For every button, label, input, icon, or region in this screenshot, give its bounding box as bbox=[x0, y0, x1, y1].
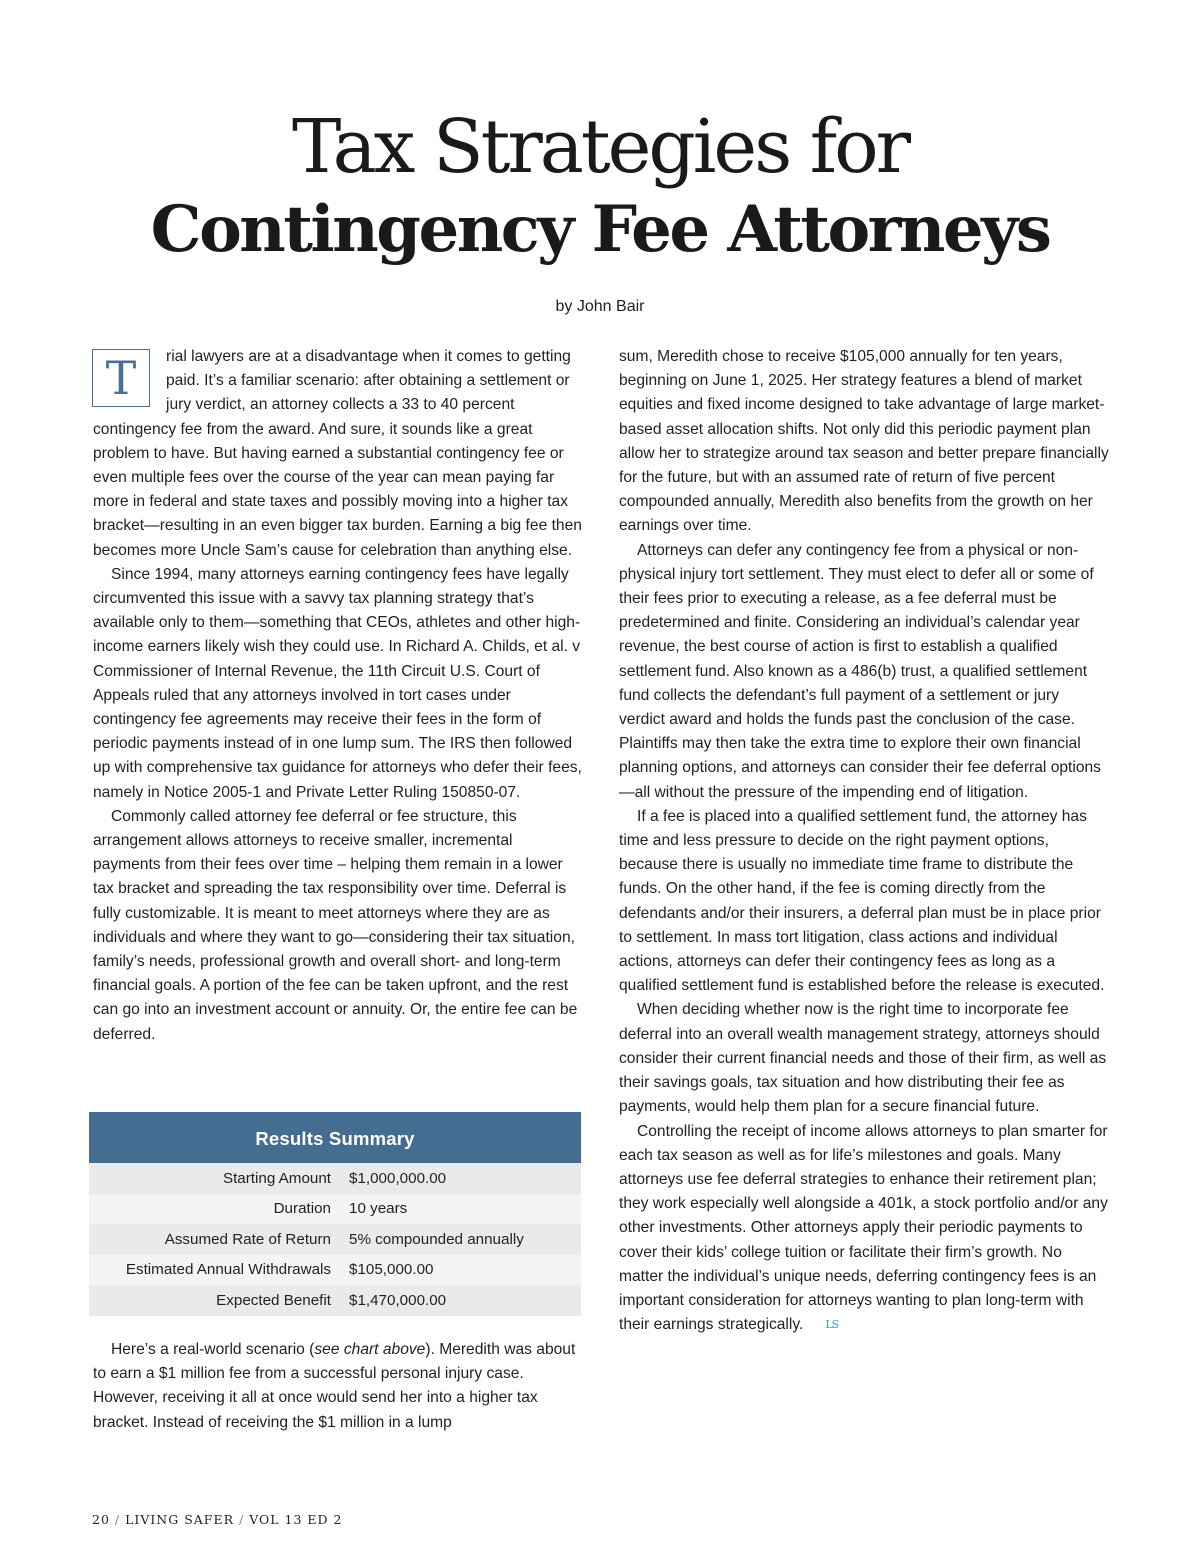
italic-reference: see chart above bbox=[314, 1341, 426, 1358]
paragraph: Attorneys can defer any contingency fee from a physical or non-physical injury tort settlement. They must elect to defer all or some of their fees prior to executing a release, as a fee deferral must be predetermined and finite. Considering an individual’s calendar year revenue, the best course of action is first to establish a qualified settlement fund. Also known as a 486(b) trust, a qualified settlement fund collects the defendant’s full payment of a settlement or jury verdict award and holds the funds past the conclusion of the case. Plaintiffs may then take the extra time to explore their own financial planning options, and attorneys can consider their fee deferral options—all without the pressure of the impending end of litigation. bbox=[619, 541, 1101, 801]
row-label: Assumed Rate of Return bbox=[164, 1230, 331, 1248]
row-value: 5% compounded annually bbox=[349, 1230, 524, 1248]
drop-cap: T bbox=[92, 349, 150, 407]
paragraph: Here’s a real-world scenario (see chart above). Meredith was about to earn a $1 million fee from a successful personal injury case. However, receiving it all at once would send her into a higher tax bracket. Instead of receiving the $1 million in a lump bbox=[93, 1341, 576, 1431]
left-column-continued bbox=[93, 1338, 583, 1435]
title-line-2: Contingency Fee Attorneys bbox=[150, 192, 1050, 267]
byline: by John Bair bbox=[555, 298, 645, 315]
row-label: Starting Amount bbox=[222, 1169, 331, 1187]
left-column bbox=[93, 345, 583, 1047]
table-row bbox=[89, 1255, 581, 1286]
footer-separator: / bbox=[238, 1512, 245, 1527]
title-line-1: Tax Strategies for bbox=[291, 104, 909, 190]
row-value: $1,000,000.00 bbox=[349, 1169, 447, 1187]
paragraph: Commonly called attorney fee deferral or fee structure, this arrangement allows attorneys to receive smaller, incremental payments from their fees over time – helping them remain in a lower tax bracket and spreading the tax responsibility over time. Deferral is fully customizable. It is meant to meet attorneys where they are as individuals and where they want to go—considering their tax situation, family’s needs, professional growth and overall short- and long-term financial goals. A portion of the fee can be taken upfront, and the rest can go into an investment account or annuity. Or, the entire fee can be deferred. bbox=[93, 807, 578, 1043]
row-value: $1,470,000.00 bbox=[349, 1291, 447, 1309]
row-value: 10 years bbox=[349, 1200, 408, 1218]
right-column bbox=[619, 345, 1109, 1337]
table-row bbox=[89, 1163, 581, 1194]
table-row bbox=[89, 1194, 581, 1225]
results-summary-table bbox=[89, 1112, 581, 1316]
row-label: Estimated Annual Withdrawals bbox=[125, 1261, 331, 1279]
row-label: Duration bbox=[273, 1200, 331, 1218]
magazine-name: LIVING SAFER bbox=[125, 1512, 234, 1527]
paragraph: T rial lawyers are at a disadvantage when it comes to getting paid. It’s a familiar scenario: after obtaining a settlement or jury verdict, an attorney collects a 33 to 40 percent contingency fee from the award. And sure, it sounds like a great problem to have. But having earned a substantial contingency fee or even multiple fees over the course of the year can mean paying far more in federal and state taxes and possibly moving into a higher tax bracket—resulting in an even bigger tax burden. Earning a big fee then becomes more Uncle Sam’s cause for celebration than anything else. bbox=[93, 348, 582, 559]
end-mark-logo: LS bbox=[825, 1318, 839, 1332]
paragraph: Controlling the receipt of income allows attorneys to plan smarter for each tax season as well as for life’s milestones and goals. Many attorneys use fee deferral strategies to enhance their retirement plan; they work especially well alongside a 401k, a stock portfolio and/or any other investments. Other attorneys apply their periodic payments to cover their kids’ college tuition or facilitate their firm’s growth. No matter the individual’s unique needs, deferring contingency fees is an important consideration for attorneys wanting to plan long-term with their earnings strategically. LS bbox=[619, 1120, 1109, 1338]
issue-label: VOL 13 ED 2 bbox=[249, 1512, 343, 1527]
summary-rows bbox=[89, 1163, 581, 1316]
row-value: $105,000.00 bbox=[349, 1261, 434, 1279]
paragraph: If a fee is placed into a qualified settlement fund, the attorney has time and less pressure to decide on the right payment options, because there is usually no immediate time frame to distribute the funds. On the other hand, if the fee is coming directly from the defendants and/or their insurers, a deferral plan must be in place prior to settlement. In mass tort litigation, class actions and individual actions, attorneys can defer their contingency fees as long as a qualified settlement fund is established before the release is executed. bbox=[619, 807, 1105, 995]
paragraph: Since 1994, many attorneys earning contingency fees have legally circumvented this issue with a savvy tax planning strategy that’s available only to them—something that CEOs, athletes and other high-income earners likely wish they could use. In Richard A. Childs, et al. v Commissioner of Internal Revenue, the 11th Circuit U.S. Court of Appeals ruled that any attorneys involved in tort cases under contingency fee agreements may receive their fees in the form of periodic payments instead of in one lump sum. The IRS then followed up with comprehensive tax guidance for attorneys who defer their fees, namely in Notice 2005-1 and Private Letter Ruling 150850-07. bbox=[93, 565, 582, 801]
table-row bbox=[89, 1224, 581, 1255]
page-number: 20 bbox=[92, 1512, 110, 1527]
footer-separator: / bbox=[114, 1512, 121, 1527]
row-label: Expected Benefit bbox=[216, 1291, 331, 1309]
page-footer bbox=[92, 1512, 342, 1527]
paragraph: When deciding whether now is the right time to incorporate fee deferral into an overall wealth management strategy, attorneys should consider their current financial needs and those of their firm, as well as their savings goals, tax situation and how distributing their fee as payments, would help them plan for a secure financial future. bbox=[619, 1001, 1107, 1116]
results-summary-heading: Results Summary bbox=[89, 1112, 581, 1163]
paragraph: sum, Meredith chose to receive $105,000 annually for ten years, beginning on June 1, 2025. Her strategy features a blend of market equities and fixed income designed to take advantage of large market-based asset allocation shifts. Not only did this periodic payment plan allow her to strategize around tax season and better prepare financially for the future, but with an assumed rate of return of five percent compounded annually, Meredith also benefits from the growth on her earnings over time. bbox=[619, 348, 1109, 535]
table-row bbox=[89, 1285, 581, 1316]
